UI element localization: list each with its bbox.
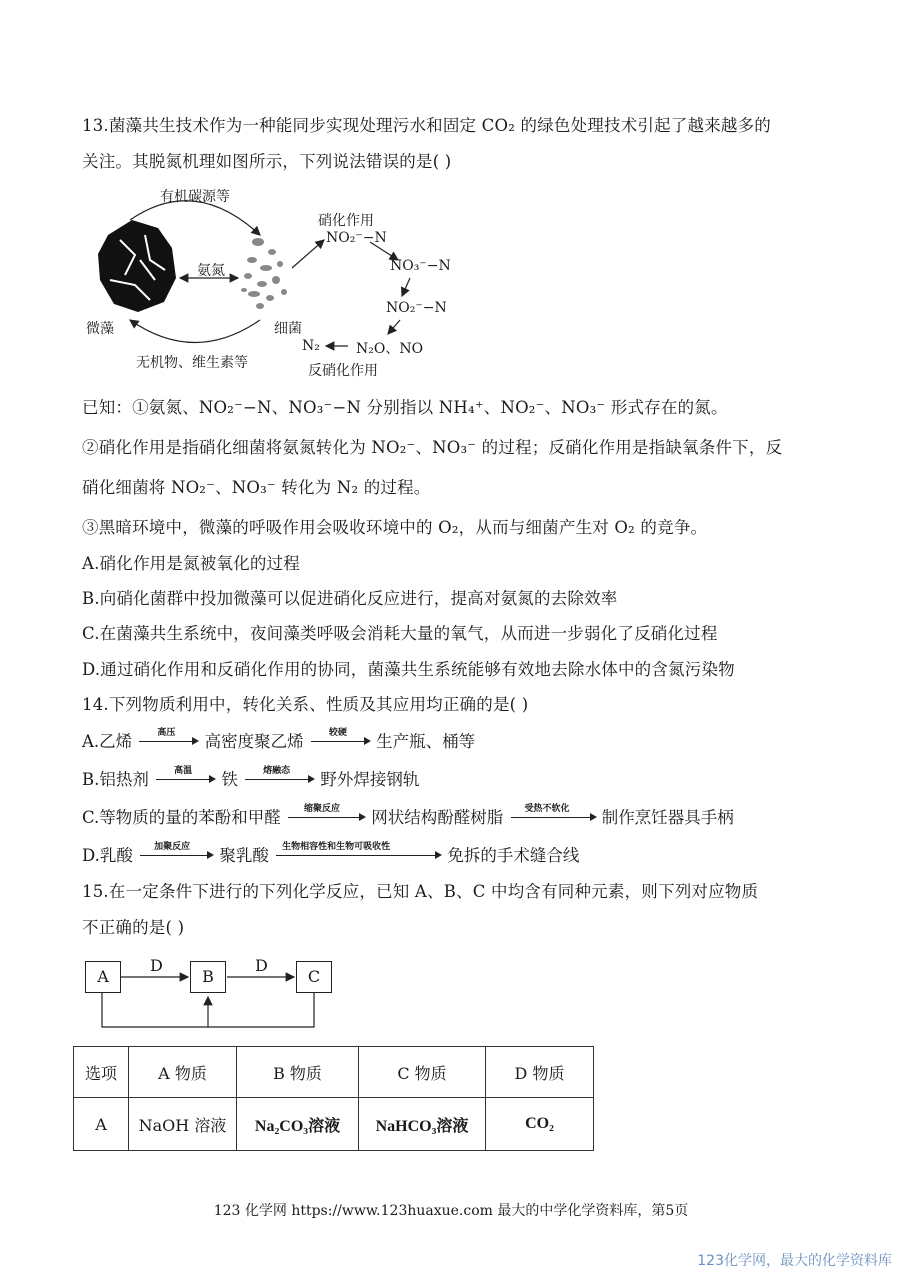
scheme-label-d2: D xyxy=(255,956,268,975)
q14-d-end: 免拆的手术缝合线 xyxy=(447,846,580,865)
table-cell: A xyxy=(74,1098,129,1151)
q14-option-b xyxy=(82,766,419,790)
q15-options-table xyxy=(73,1046,594,1151)
q14-c-start: C.等物质的量的苯酚和甲醛 xyxy=(82,808,281,827)
diagram-n2: N₂ xyxy=(302,338,320,354)
table-header-cell: B 物质 xyxy=(237,1047,359,1098)
scheme-box-b: B xyxy=(190,961,226,993)
scheme-label-d1: D xyxy=(150,956,163,975)
q14-a-arrow1 xyxy=(137,728,199,747)
q14-a-middle: 高密度聚乙烯 xyxy=(204,732,304,751)
q14-d-arrow2-label: 生物相容性和生物可吸收性 xyxy=(282,842,391,852)
table-row xyxy=(74,1098,594,1151)
algae-cluster-icon xyxy=(98,220,176,312)
q14-a-arrow2-label: 较硬 xyxy=(328,728,347,738)
table-cell: Na₂CO₃溶液 xyxy=(237,1098,359,1151)
q15-stem-line1: 15.在一定条件下进行的下列化学反应，已知 A、B、C 中均含有同种元素，则下列对应物质 xyxy=(82,882,759,901)
scheme-box-c: C xyxy=(296,961,332,993)
q13-known-2b: 硝化细菌将 NO₂⁻、NO₃⁻ 转化为 N₂ 的过程。 xyxy=(82,478,431,497)
q14-a-arrow1-label: 高压 xyxy=(157,728,176,738)
diagram-no2n-a: NO₂⁻−N xyxy=(326,230,387,246)
diagram-algae-label: 微藻 xyxy=(86,321,114,337)
q14-d-arrow1 xyxy=(138,842,214,861)
q15-stem-line2: 不正确的是( ) xyxy=(82,918,185,937)
q14-b-arrow1 xyxy=(154,766,216,785)
table-header-cell: 选项 xyxy=(74,1047,129,1098)
q14-d-arrow1-label: 加聚反应 xyxy=(154,842,191,852)
q13-option-a: A.硝化作用是氮被氧化的过程 xyxy=(82,554,300,573)
q14-c-end: 制作烹饪器具手柄 xyxy=(601,808,734,827)
q14-d-arrow2 xyxy=(274,842,442,861)
table-header-cell: D 物质 xyxy=(486,1047,594,1098)
diagram-bottom-label: 无机物、维生素等 xyxy=(136,355,248,371)
bacteria-cluster-icon xyxy=(241,238,287,309)
q14-b-middle: 铁 xyxy=(221,770,238,789)
q13-option-d: D.通过硝化作用和反硝化作用的协同，菌藻共生系统能够有效地去除水体中的含氮污染物 xyxy=(82,660,735,679)
q14-b-start: B.铝热剂 xyxy=(82,770,149,789)
diagram-no3n: NO₃⁻−N xyxy=(390,258,451,274)
q14-c-middle: 网状结构酚醛树脂 xyxy=(371,808,504,827)
q14-option-a xyxy=(82,728,475,752)
table-header-cell: A 物质 xyxy=(129,1047,237,1098)
q14-b-arrow1-label: 高温 xyxy=(174,766,193,776)
diagram-bacteria-label: 细菌 xyxy=(274,321,302,337)
q14-c-arrow1 xyxy=(286,804,366,823)
scheme-box-a: A xyxy=(85,961,121,993)
q14-b-arrow2-label: 熔融态 xyxy=(263,766,291,776)
q13-known-1: 已知：①氨氮、NO₂⁻−N、NO₃⁻−N 分别指以 NH₄⁺、NO₂⁻、NO₃⁻ 形式存在的氮。 xyxy=(82,398,728,417)
q14-option-d xyxy=(82,842,579,866)
q13-stem-line1: 13.菌藻共生技术作为一种能同步实现处理污水和固定 CO₂ 的绿色处理技术引起了越来越多的 xyxy=(82,116,771,135)
q14-c-arrow2-label: 受热不软化 xyxy=(524,804,570,814)
diagram-nitrification-label: 硝化作用 xyxy=(318,213,374,229)
q14-option-c xyxy=(82,804,734,828)
table-header-cell: C 物质 xyxy=(359,1047,486,1098)
table-cell: NaOH 溶液 xyxy=(129,1098,237,1151)
diagram-ammonia-label: 氨氮 xyxy=(197,263,225,279)
q14-stem: 14.下列物质利用中，转化关系、性质及其应用均正确的是( ) xyxy=(82,695,529,714)
q13-known-2a: ②硝化作用是指硝化细菌将氨氮转化为 NO₂⁻、NO₃⁻ 的过程；反硝化作用是指缺氧条件下，反 xyxy=(82,438,783,457)
q13-option-c: C.在菌藻共生系统中，夜间藻类呼吸会消耗大量的氧气，从而进一步弱化了反硝化过程 xyxy=(82,624,718,643)
table-cell: NaHCO₃溶液 xyxy=(359,1098,486,1151)
q14-d-middle: 聚乳酸 xyxy=(219,846,269,865)
table-header-row xyxy=(74,1047,594,1098)
table-cell: CO₂ xyxy=(486,1098,594,1151)
q14-a-arrow2 xyxy=(309,728,371,747)
q13-known-3: ③黑暗环境中，微藻的呼吸作用会吸收环境中的 O₂，从而与细菌产生对 O₂ 的竞争。 xyxy=(82,518,708,537)
q14-a-end: 生产瓶、桶等 xyxy=(376,732,476,751)
page-footer: 123 化学网 https://www.123huaxue.com 最大的中学化学资料库，第5页 xyxy=(213,1203,689,1219)
q14-c-arrow1-label: 缩聚反应 xyxy=(304,804,341,814)
q14-b-arrow2 xyxy=(243,766,315,785)
watermark-text: 123化学网，最大的化学资料库 xyxy=(697,1253,892,1269)
q14-b-end: 野外焊接钢轨 xyxy=(320,770,420,789)
diagram-n2o-no: N₂O、NO xyxy=(356,341,424,357)
diagram-no2n-b: NO₂⁻−N xyxy=(386,300,447,316)
diagram-top-label: 有机碳源等 xyxy=(160,189,230,205)
q14-a-start: A.乙烯 xyxy=(82,732,133,751)
q14-d-start: D.乳酸 xyxy=(82,846,133,865)
diagram-denitrification-label: 反硝化作用 xyxy=(308,363,378,379)
q13-option-b: B.向硝化菌群中投加微藻可以促进硝化反应进行，提高对氨氮的去除效率 xyxy=(82,589,618,608)
q13-stem-line2: 关注。其脱氮机理如图所示，下列说法错误的是( ) xyxy=(82,152,452,171)
q14-c-arrow2 xyxy=(509,804,597,823)
